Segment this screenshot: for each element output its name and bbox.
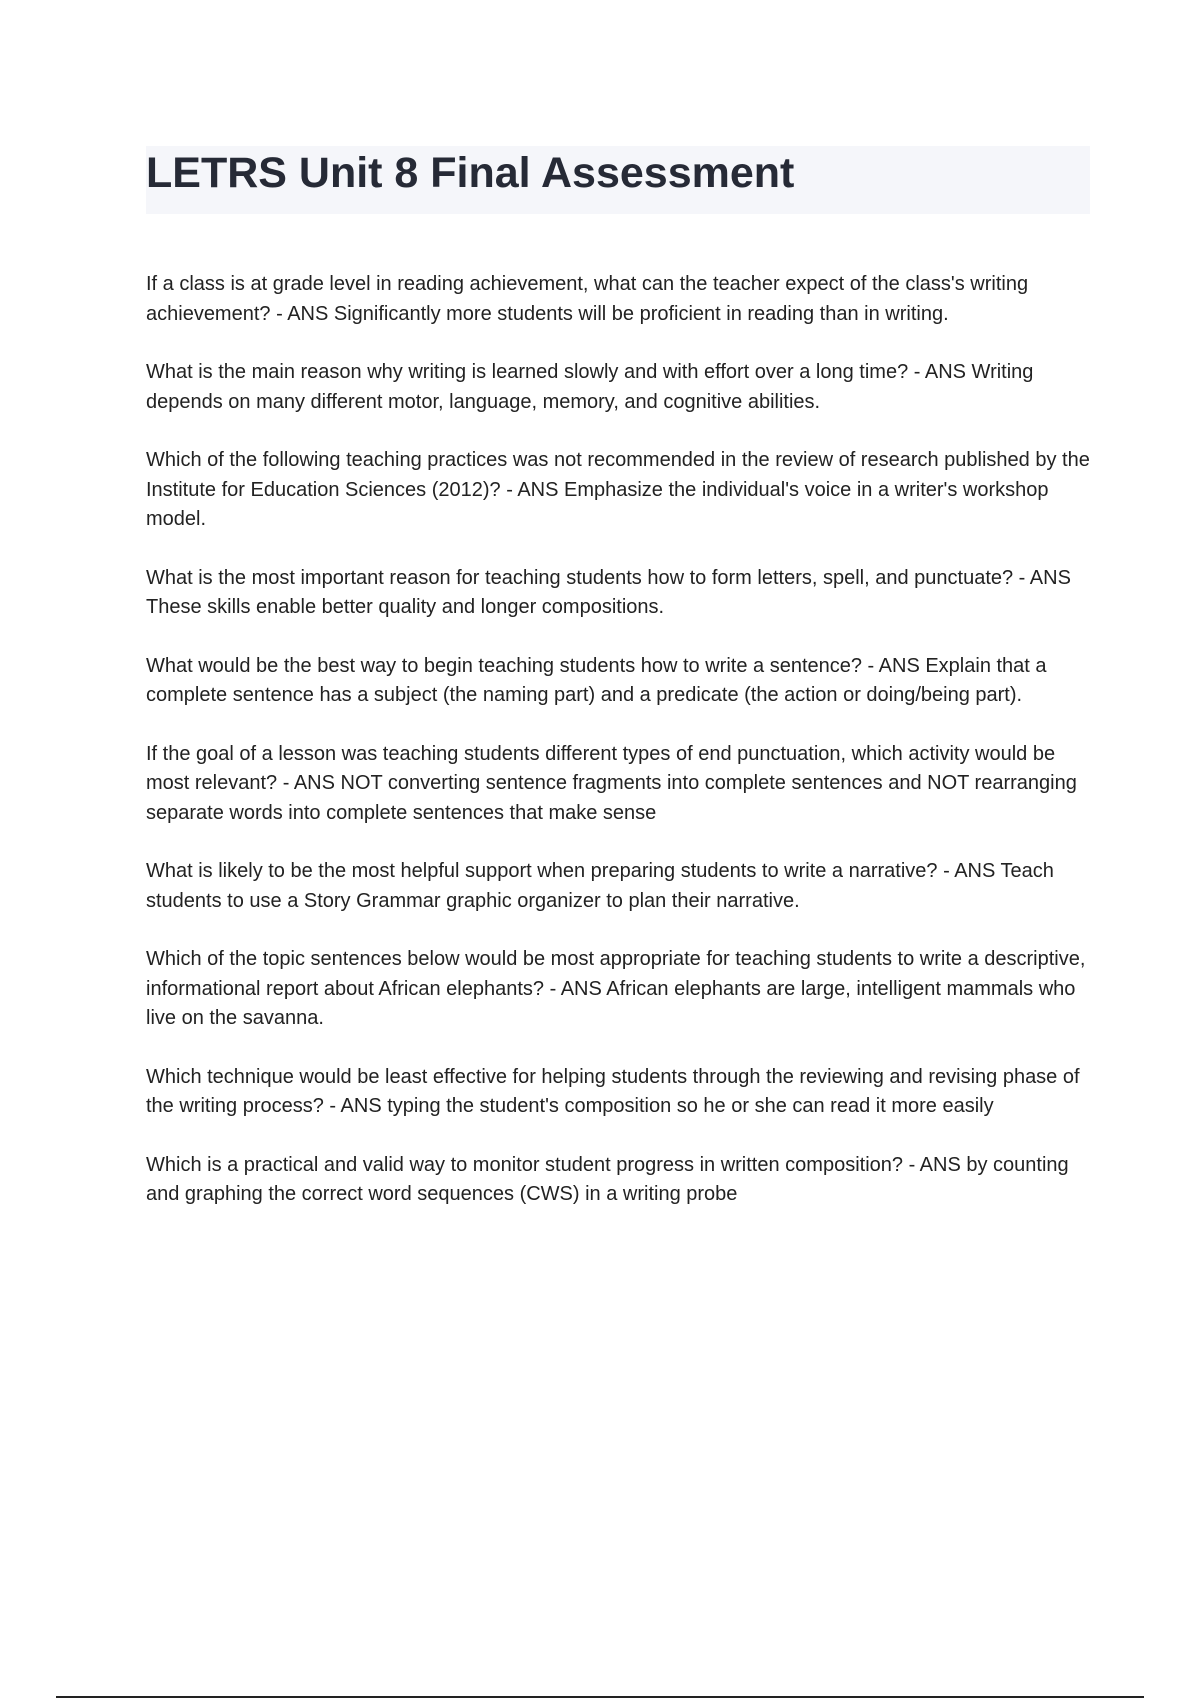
qa-item: If a class is at grade level in reading achievement, what can the teacher expect of the class's writing achievement? - ANS Significantly more students will be proficient in reading than in writing. xyxy=(146,273,1029,325)
title-banner xyxy=(146,146,1090,214)
qa-item: Which is a practical and valid way to monitor student progress in written composition? - ANS by counting and graphing the correct word sequences (CWS) in a writing probe xyxy=(146,1153,1069,1205)
qa-item: Which technique would be least effective for helping students through the reviewing and revising phase of the writing process? - ANS typing the student's composition so he or she can read it more easily xyxy=(146,1065,1080,1117)
qa-item: What is the most important reason for teaching students how to form letters, spell, and punctuate? - ANS These skills enable better quality and longer compositions. xyxy=(146,566,1071,618)
qa-item: What would be the best way to begin teaching students how to write a sentence? - ANS Explain that a complete sentence has a subject (the naming part) and a predicate (the action or doing/being part). xyxy=(146,654,1047,706)
page-title: LETRS Unit 8 Final Assessment xyxy=(146,149,795,197)
footer-divider xyxy=(56,1696,1144,1698)
qa-item: If the goal of a lesson was teaching students different types of end punctuation, which activity would be most relevant? - ANS NOT converting sentence fragments into complete sentences and NOT rearranging separate words into complete sentences that make sense xyxy=(146,742,1077,824)
qa-item: What is the main reason why writing is learned slowly and with effort over a long time? - ANS Writing depends on many different motor, language, memory, and cognitive abilities. xyxy=(146,361,1034,413)
qa-item: Which of the topic sentences below would be most appropriate for teaching students to write a descriptive, informational report about African elephants? - ANS African elephants are large, intelligent mammals who live on the savanna. xyxy=(146,948,1086,1029)
qa-list xyxy=(146,270,1096,1239)
qa-item: What is likely to be the most helpful support when preparing students to write a narrative? - ANS Teach students to use a Story Grammar graphic organizer to plan their narrative. xyxy=(146,860,1054,912)
qa-item: Which of the following teaching practices was not recommended in the review of research published by the Institute for Education Sciences (2012)? - ANS Emphasize the individual's voice in a writer's workshop model. xyxy=(146,449,1090,530)
